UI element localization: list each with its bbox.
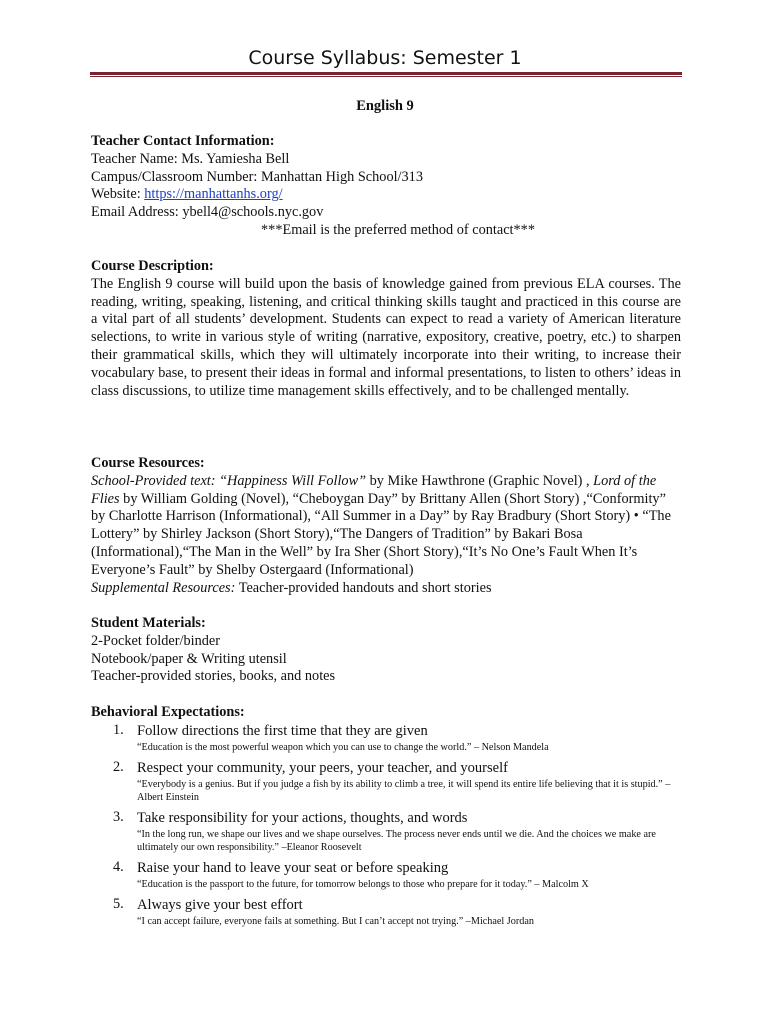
resources-section [91,455,681,597]
expectation-number: 1. [113,721,124,738]
expectation-quote: “In the long run, we shape our lives and we shape ourselves. The process never ends until we die. And the choices we make are ultimately our own responsibility.” –Eleanor Roosevelt [137,828,656,853]
page-title: Course Syllabus: Semester 1 [248,47,522,69]
title-rule-thin [90,76,682,77]
supplemental-text: Teacher-provided handouts and short stories [235,579,492,596]
expectation-item [91,759,681,804]
website-line [91,186,681,204]
materials-item: 2-Pocket folder/binder [91,632,221,649]
contact-section [91,133,681,240]
expectation-text: Take responsibility for your actions, thoughts, and words [137,809,468,826]
expectations-heading: Behavioral Expectations: [91,704,245,720]
description-heading: Course Description: [91,258,214,274]
expectation-quote: “Education is the passport to the future, for tomorrow belongs to those who prepare for it today.” – Malcolm X [137,878,589,890]
expectation-item [91,859,681,891]
expectation-number: 3. [113,808,124,825]
description-section [91,258,681,400]
expectation-number: 5. [113,895,124,912]
description-text: The English 9 course will build upon the basis of knowledge gained from previous ELA courses. The reading, writing, speaking, listening, and critical thinking skills taught and practiced in this course are a vital part of all students’ development. Students can expect to read a variety of American literature selections, to write in various style of writing (narrative, expository, creative, poetry, etc.) to sharpen their grammatical skills, which they will ultimately incorporate into their writing, to increase their vocabulary base, to present their ideas in formal and informal presentations, to listen to others’ ideas in class discussions, to utilize time management skills effectively, and to be challenged mentally. [91,275,681,399]
expectation-item [91,722,681,754]
supplemental-line [91,580,681,598]
resources-heading: Course Resources: [91,455,205,471]
expectation-item [91,809,681,854]
lotf-title: Lord of the Flies [91,472,657,507]
website-label: Website: [91,186,145,203]
contact-heading: Teacher Contact Information: [91,133,275,149]
expectation-text: Follow directions the first time that they are given [137,722,428,739]
expectation-item [91,896,681,928]
expectation-quote: “Everybody is a genius. But if you judge a fish by its ability to climb a tree, it will spend its entire life believing that it is stupid.” –Albert Einstein [137,778,671,803]
website-link[interactable]: https://manhattanhs.org/ [144,186,283,203]
contact-note: ***Email is the preferred method of contact*** [261,221,535,238]
expectations-section [91,704,681,933]
expectations-list [91,722,681,928]
materials-item: Teacher-provided stories, books, and notes [91,668,336,685]
school-provided-label: School-Provided text: “Happiness Will Follow” [91,472,367,489]
resources-text-1: by Mike Hawthrone (Graphic Novel) , [366,472,594,489]
materials-section [91,615,681,686]
resources-text [91,473,681,580]
expectation-number: 2. [113,758,124,775]
email-address: Email Address: ybell4@schools.nyc.gov [91,204,324,221]
title-rule [90,72,682,75]
course-name: English 9 [356,98,414,114]
resources-text-2: by William Golding (Novel), “Cheboygan Day” by Brittany Allen (Short Story) ,“Conformity” by Charlotte Harrison (Informational), “All Summer in a Day” by Ray Bradbury (Short Story) • “The Lottery” by Shirley Jackson (Short Story),“The Dangers of Tradition” by Bakari Bosa (Informational),“The Man in the Well” by Ira Sher (Short Story),“It’s No One’s Fault When It’s Everyone’s Fault” by Shelby Ostergaard (Informational) [91,490,671,578]
expectation-quote: “I can accept failure, everyone fails at something. But I can’t accept not trying.” –Michael Jordan [137,915,534,927]
expectation-text: Raise your hand to leave your seat or before speaking [137,859,449,876]
expectation-text: Always give your best effort [137,896,303,913]
materials-item: Notebook/paper & Writing utensil [91,650,287,667]
expectation-quote: “Education is the most powerful weapon which you can use to change the world.” – Nelson Mandela [137,741,549,753]
materials-heading: Student Materials: [91,615,206,631]
expectation-text: Respect your community, your peers, your teacher, and yourself [137,759,508,776]
campus-classroom: Campus/Classroom Number: Manhattan High School/313 [91,168,423,185]
teacher-name: Teacher Name: Ms. Yamiesha Bell [91,150,290,167]
expectation-number: 4. [113,858,124,875]
supplemental-label: Supplemental Resources: [91,579,236,596]
